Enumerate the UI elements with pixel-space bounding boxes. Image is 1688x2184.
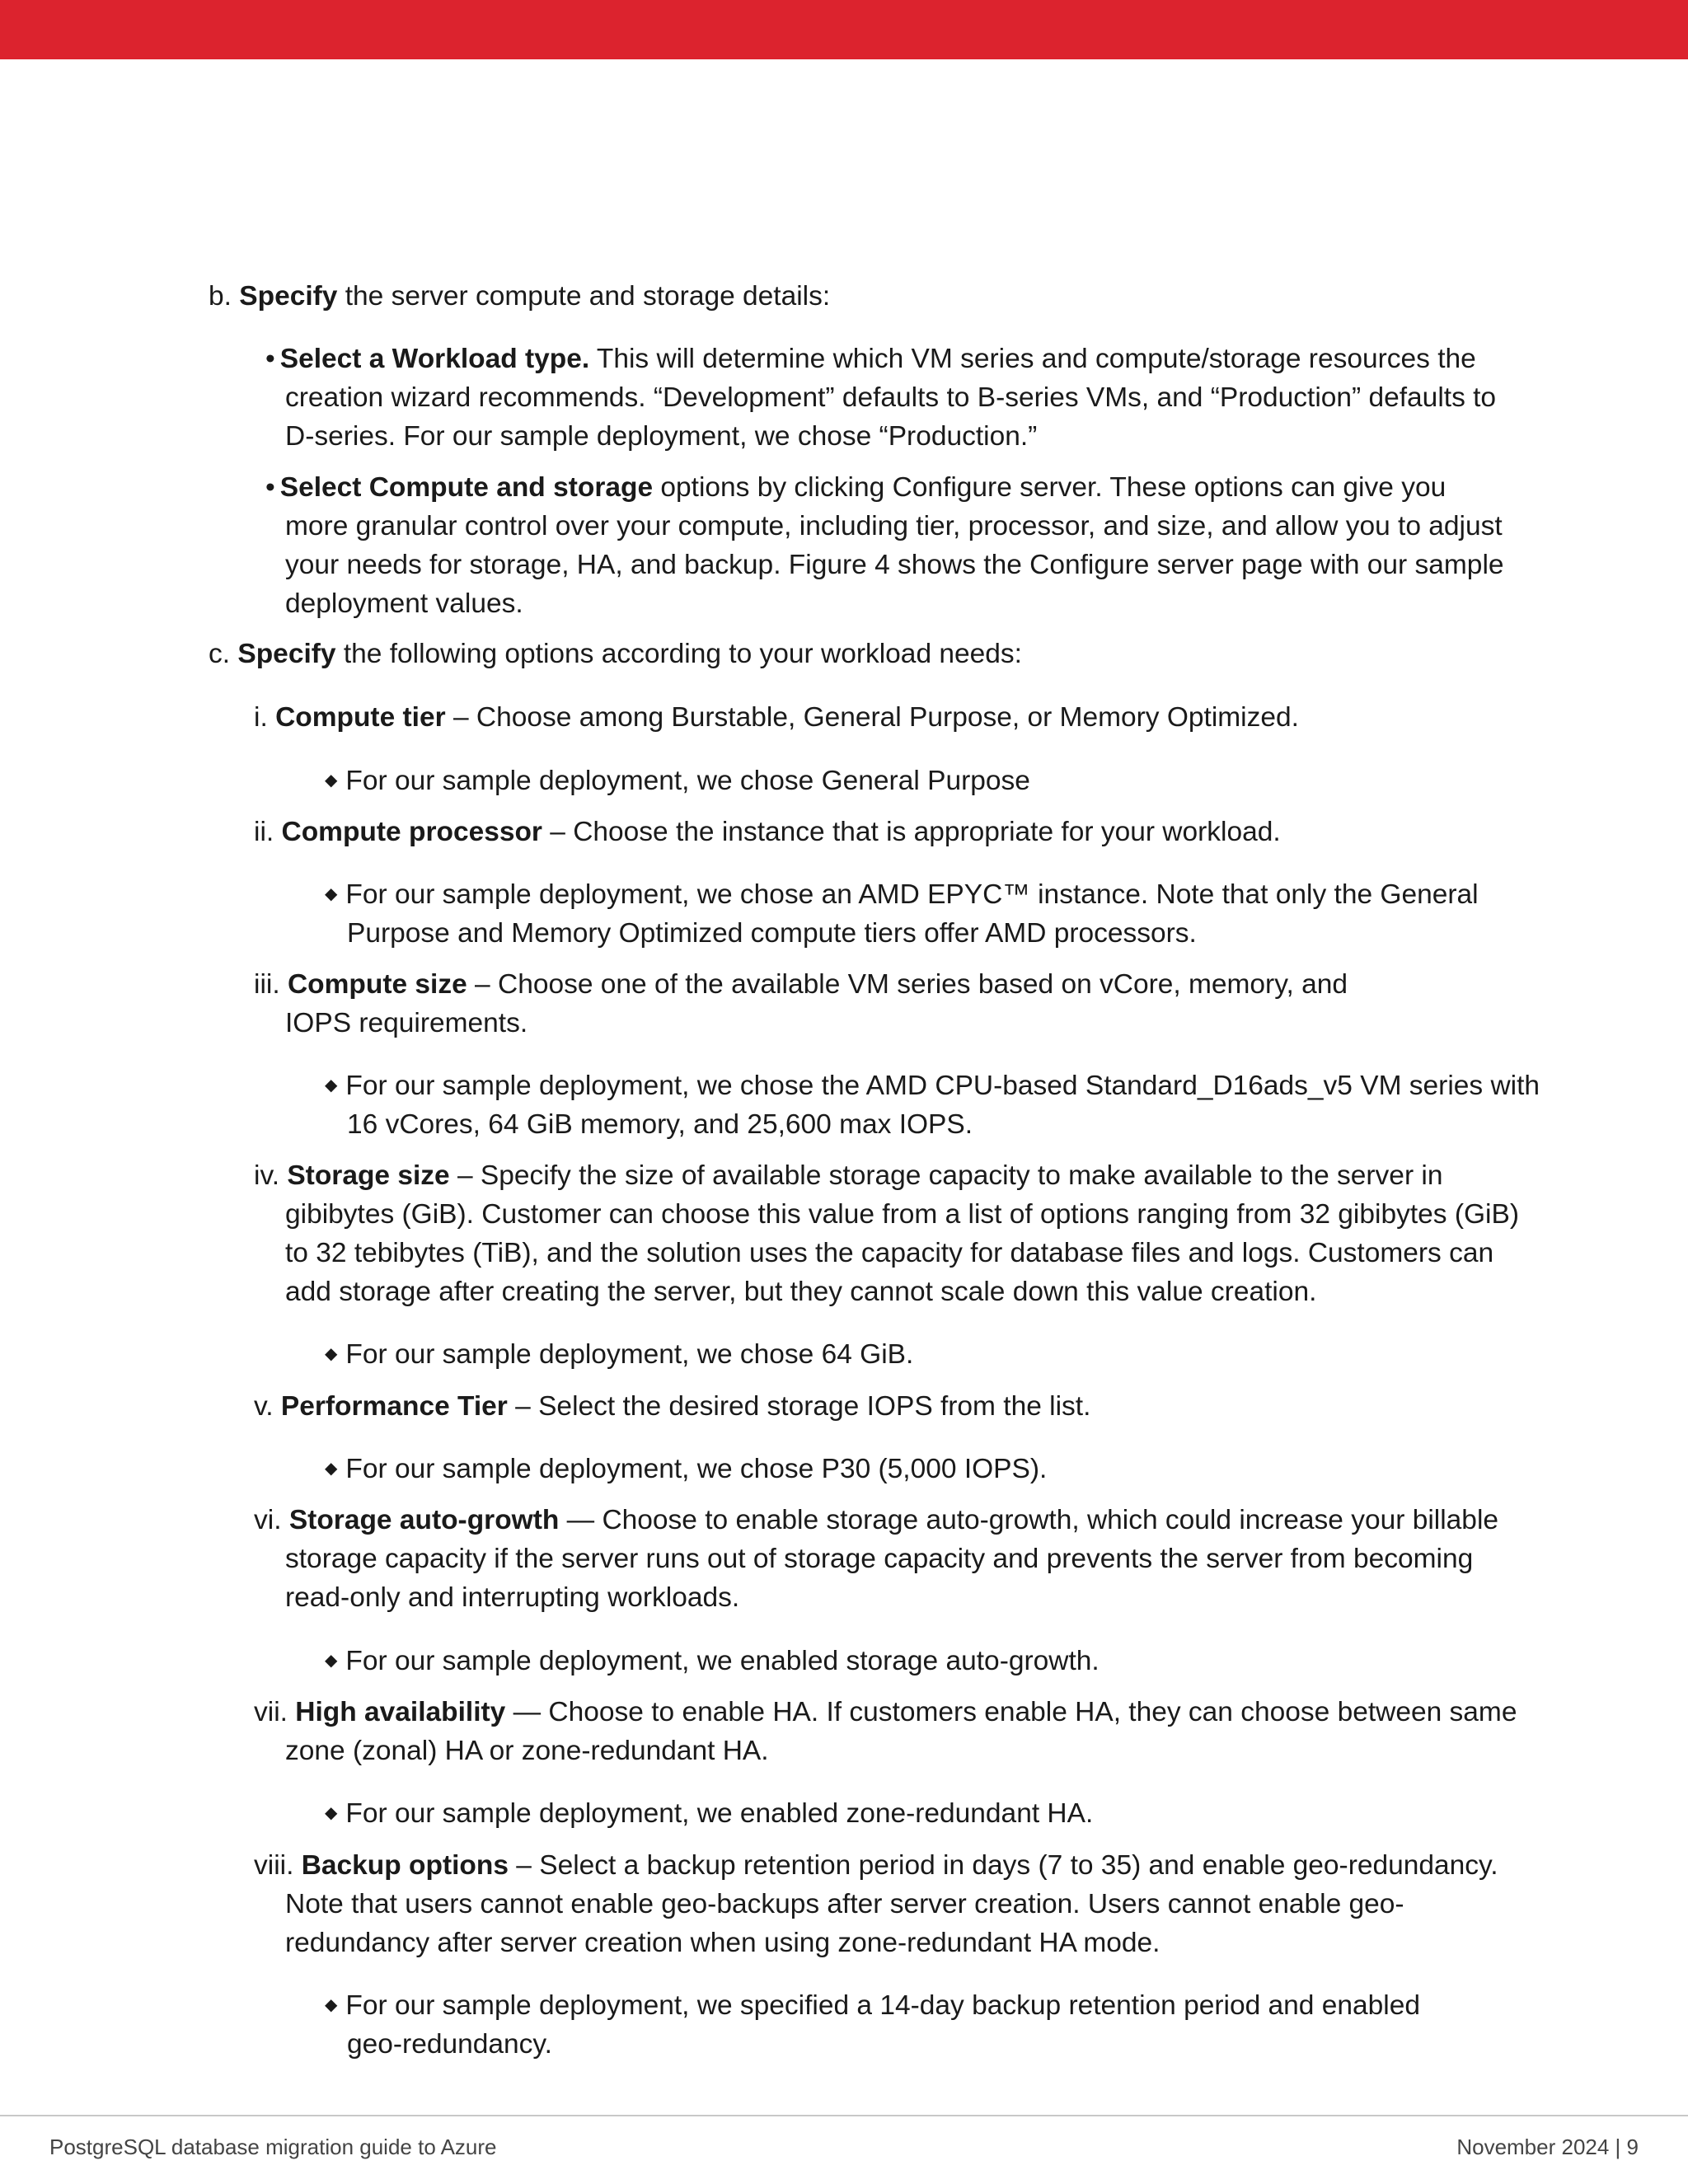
- sub-bullet-text-line: Purpose and Memory Optimized compute tiers offer AMD processors.: [347, 918, 1197, 949]
- step-c: [209, 635, 1022, 673]
- bullet-dot-icon: •: [265, 472, 275, 503]
- bold-term: Compute tier: [275, 702, 446, 733]
- option-text-line: gibibytes (GiB). Customer can choose this value from a list of options ranging from 32 gibibytes (GiB): [285, 1199, 1519, 1230]
- bold-term: Compute size: [287, 969, 467, 1000]
- list-marker: iii.: [254, 969, 280, 1000]
- sub-bullet: [325, 762, 1030, 800]
- footer-date-page: November 2024 | 9: [1456, 2135, 1639, 2159]
- bold-term: Backup options: [301, 1850, 509, 1881]
- bold-term: Storage size: [287, 1160, 450, 1191]
- top-accent-bar: [0, 0, 1688, 59]
- bullet-text: This will determine which VM series and compute/storage resources the: [589, 344, 1476, 374]
- list-marker: iv.: [254, 1160, 280, 1191]
- diamond-bullet-icon: ◆: [325, 1345, 338, 1363]
- option-text: – Choose the instance that is appropriate for your workload.: [542, 817, 1281, 847]
- sub-bullet-text: For our sample deployment, we enabled zone-redundant HA.: [345, 1798, 1094, 1829]
- sub-bullet: [325, 875, 1479, 914]
- option-high-availability: [254, 1693, 1517, 1732]
- diamond-bullet-icon: ◆: [325, 1460, 338, 1478]
- list-marker: v.: [254, 1391, 274, 1422]
- option-text: – Specify the size of available storage capacity to make available to the server in: [449, 1160, 1443, 1191]
- sub-bullet-text: For our sample deployment, we chose General Purpose: [345, 766, 1030, 796]
- bullet-text-line: D-series. For our sample deployment, we chose “Production.”: [285, 421, 1038, 452]
- list-marker: viii.: [254, 1850, 294, 1881]
- footer-divider: [0, 2115, 1688, 2116]
- option-text-line: read-only and interrupting workloads.: [285, 1582, 740, 1613]
- diamond-bullet-icon: ◆: [325, 885, 338, 903]
- option-backup: [254, 1846, 1498, 1885]
- option-storage-size: [254, 1156, 1442, 1195]
- bullet-compute-storage: [265, 468, 1446, 507]
- footer-title: PostgreSQL database migration guide to Azure: [49, 2135, 497, 2159]
- bullet-workload-type: [265, 340, 1476, 378]
- option-text-line: IOPS requirements.: [285, 1008, 528, 1038]
- option-text: – Choose one of the available VM series based on vCore, memory, and: [467, 969, 1348, 1000]
- list-marker: vii.: [254, 1697, 288, 1727]
- option-text-line: zone (zonal) HA or zone-redundant HA.: [285, 1736, 769, 1766]
- bold-term: Storage auto-growth: [288, 1505, 560, 1535]
- option-text-line: add storage after creating the server, but they cannot scale down this value creation.: [285, 1277, 1317, 1307]
- sub-bullet-text: For our sample deployment, we chose P30 (5,000 IOPS).: [345, 1454, 1048, 1484]
- step-text: the following options according to your workload needs:: [335, 639, 1022, 669]
- sub-bullet: [325, 1794, 1093, 1833]
- diamond-bullet-icon: ◆: [325, 1804, 338, 1822]
- bold-term: Performance Tier: [280, 1391, 508, 1422]
- list-marker: vi.: [254, 1505, 282, 1535]
- sub-bullet-text: For our sample deployment, we enabled storage auto-growth.: [345, 1646, 1100, 1676]
- diamond-bullet-icon: ◆: [325, 1076, 338, 1094]
- option-text-line: redundancy after server creation when using zone-redundant HA mode.: [285, 1928, 1160, 1958]
- option-text: – Select a backup retention period in days (7 to 35) and enable geo-redundancy.: [508, 1850, 1498, 1881]
- step-text: the server compute and storage details:: [337, 281, 831, 312]
- bold-term: Specify: [237, 639, 336, 669]
- option-text: — Choose to enable HA. If customers enable HA, they can choose between same: [505, 1697, 1517, 1727]
- diamond-bullet-icon: ◆: [325, 1652, 338, 1670]
- bold-term: Specify: [239, 281, 338, 312]
- sub-bullet-text: For our sample deployment, we specified a 14-day backup retention period and enabled: [345, 1990, 1420, 2021]
- option-performance-tier: [254, 1387, 1090, 1426]
- option-text: – Choose among Burstable, General Purpose, or Memory Optimized.: [445, 702, 1299, 733]
- option-text-line: to 32 tebibytes (TiB), and the solution uses the capacity for database files and logs. Customers can: [285, 1238, 1494, 1268]
- list-marker: ii.: [254, 817, 274, 847]
- bullet-text-line: more granular control over your compute, including tier, processor, and size, and allow you to adjust: [285, 511, 1503, 541]
- list-marker: b.: [209, 281, 232, 312]
- bullet-text: options by clicking Configure server. These options can give you: [653, 472, 1447, 503]
- bullet-text-line: your needs for storage, HA, and backup. Figure 4 shows the Configure server page with our sample: [285, 550, 1504, 580]
- option-storage-autogrowth: [254, 1501, 1498, 1540]
- bullet-text-line: deployment values.: [285, 588, 523, 619]
- sub-bullet-text: For our sample deployment, we chose an AMD EPYC™ instance. Note that only the General: [345, 879, 1479, 910]
- bold-term: Select a Workload type.: [279, 344, 590, 374]
- sub-bullet: [325, 1335, 913, 1374]
- sub-bullet-text: For our sample deployment, we chose 64 GiB.: [345, 1339, 914, 1370]
- sub-bullet: [325, 1986, 1420, 2025]
- sub-bullet-text-line: 16 vCores, 64 GiB memory, and 25,600 max IOPS.: [347, 1109, 973, 1140]
- sub-bullet-text-line: geo-redundancy.: [347, 2029, 552, 2060]
- list-marker: c.: [209, 639, 231, 669]
- sub-bullet-text: For our sample deployment, we chose the AMD CPU-based Standard_D16ads_v5 VM series with: [345, 1071, 1540, 1101]
- option-compute-tier: [254, 698, 1299, 737]
- bold-term: Compute processor: [281, 817, 542, 847]
- option-text: – Select the desired storage IOPS from the list.: [507, 1391, 1091, 1422]
- sub-bullet: [325, 1642, 1100, 1680]
- diamond-bullet-icon: ◆: [325, 1996, 338, 2014]
- option-compute-size: [254, 965, 1348, 1004]
- option-text: — Choose to enable storage auto-growth, which could increase your billable: [559, 1505, 1499, 1535]
- bold-term: Select Compute and storage: [279, 472, 654, 503]
- option-text-line: storage capacity if the server runs out of storage capacity and prevents the server from becoming: [285, 1544, 1474, 1574]
- bullet-dot-icon: •: [265, 344, 275, 374]
- option-text-line: Note that users cannot enable geo-backups after server creation. Users cannot enable geo-: [285, 1889, 1404, 1919]
- bullet-text-line: creation wizard recommends. “Development” defaults to B-series VMs, and “Production” defaults to: [285, 382, 1497, 413]
- step-b: [209, 277, 830, 316]
- sub-bullet: [325, 1450, 1047, 1488]
- bold-term: High availability: [295, 1697, 506, 1727]
- option-compute-processor: [254, 813, 1281, 851]
- list-marker: i.: [254, 702, 268, 733]
- diamond-bullet-icon: ◆: [325, 771, 338, 790]
- sub-bullet: [325, 1066, 1540, 1105]
